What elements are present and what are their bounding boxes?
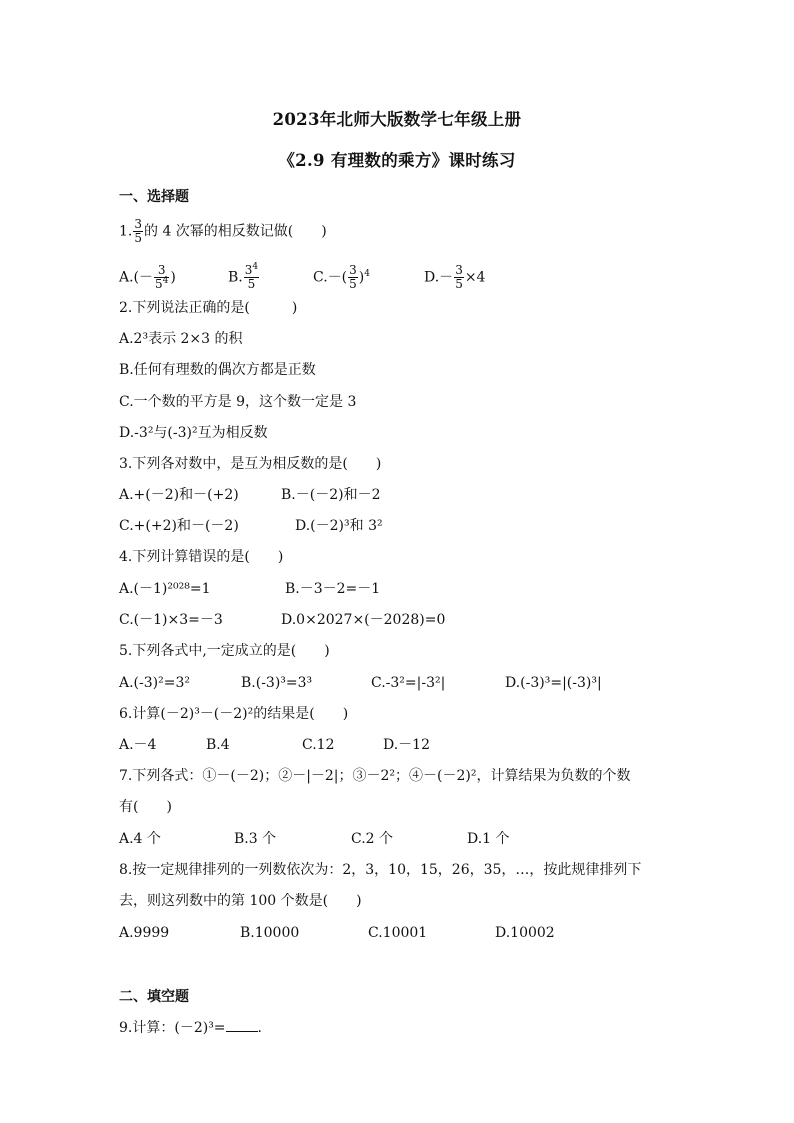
section-heading-fill: 二、填空题: [119, 989, 189, 1005]
question-7-option-c: C.2 个: [351, 831, 394, 847]
question-6-option-b: B.4: [206, 737, 230, 753]
question-7-stem-cont: 有( ): [119, 799, 172, 815]
question-8-stem-cont: 去，则这列数中的第 100 个数是( ): [119, 893, 362, 909]
question-7-stem: 7.下列各式：①－(－2)；②－|－2|；③－2²；④－(－2)²，计算结果为负数的个数: [119, 768, 631, 784]
question-9-stem: 9.计算：(－2)³= .: [119, 1017, 262, 1037]
question-1-option-c: C.－( $\frac{3}{5}$ )$^4$: [313, 263, 370, 291]
question-3-option-c: C.+(+2)和－(－2): [119, 518, 239, 534]
question-text: 9.计算：(－2)³=: [119, 1020, 226, 1036]
question-3-option-a: A.+(－2)和－(+2): [119, 487, 239, 503]
question-8-option-b: B.10000: [240, 925, 300, 941]
question-8-option-c: C.10001: [368, 925, 428, 941]
question-8-option-d: D.10002: [495, 925, 555, 941]
document-subtitle: 《2.9 有理数的乘方》课时练习: [278, 151, 516, 170]
question-1-option-d: D.－ $\frac{3}{5}$ ×4: [424, 263, 486, 291]
question-6-stem: 6.计算(－2)³－(－2)²的结果是( ): [119, 706, 349, 722]
question-5-option-d: D.(-3)³=|(-3)³|: [505, 675, 602, 691]
question-2-option-a: A.2³表示 2×3 的积: [119, 331, 243, 347]
question-6-option-c: C.12: [302, 737, 335, 753]
section-heading-choice: 一、选择题: [119, 189, 189, 205]
question-7-option-d: D.1 个: [467, 831, 510, 847]
question-4-stem: 4.下列计算错误的是( ): [119, 549, 284, 565]
question-number: 1.: [119, 223, 133, 240]
question-3-stem: 3.下列各对数中，是互为相反数的是( ): [119, 456, 382, 472]
question-3-option-b: B.－(－2)和－2: [281, 487, 381, 503]
question-1-option-b: B. $\frac{3^4}{5}$: [228, 262, 259, 291]
question-4-option-b: B.－3－2=－1: [285, 581, 381, 597]
question-7-option-a: A.4 个: [119, 831, 161, 847]
question-1-stem: [119, 218, 327, 245]
question-4-option-c: C.(－1)×3=－3: [119, 612, 223, 628]
question-6-option-a: A.－4: [119, 737, 157, 753]
question-6-option-d: D.－12: [383, 737, 430, 753]
question-8-option-a: A.9999: [119, 925, 170, 941]
question-8-stem: 8.按一定规律排列的一列数依次为：2，3，10，15，26，35，…，按此规律排列下: [119, 862, 642, 878]
question-7-option-b: B.3 个: [234, 831, 277, 847]
question-2-stem: 2.下列说法正确的是( ): [119, 300, 298, 316]
question-3-option-d: D.(－2)³和 3²: [295, 518, 383, 534]
question-4-option-a: A.(－1)²⁰²⁸=1: [119, 581, 211, 597]
question-2-option-b: B.任何有理数的偶次方都是正数: [119, 362, 316, 378]
question-2-option-d: D.-3²与(-3)²互为相反数: [119, 425, 268, 441]
fraction: $\frac{3}{5}$: [134, 217, 142, 245]
document-title: 2023年北师大版数学七年级上册: [272, 110, 522, 129]
question-5-option-a: A.(-3)²=3²: [119, 675, 190, 691]
question-5-option-c: C.-3²=|-3²|: [371, 675, 446, 691]
question-5-stem: 5.下列各式中,一定成立的是( ): [119, 643, 330, 659]
answer-blank[interactable]: [226, 1017, 258, 1032]
question-2-option-c: C.一个数的平方是 9，这个数一定是 3: [119, 394, 357, 410]
question-4-option-d: D.0×2027×(－2028)=0: [281, 612, 446, 628]
question-1-option-a: A.(－ $\frac{3}{5^4}$ ): [119, 263, 176, 291]
question-5-option-b: B.(-3)³=3³: [241, 675, 313, 691]
question-text: 的 4 次幂的相反数记做( ): [144, 223, 327, 240]
